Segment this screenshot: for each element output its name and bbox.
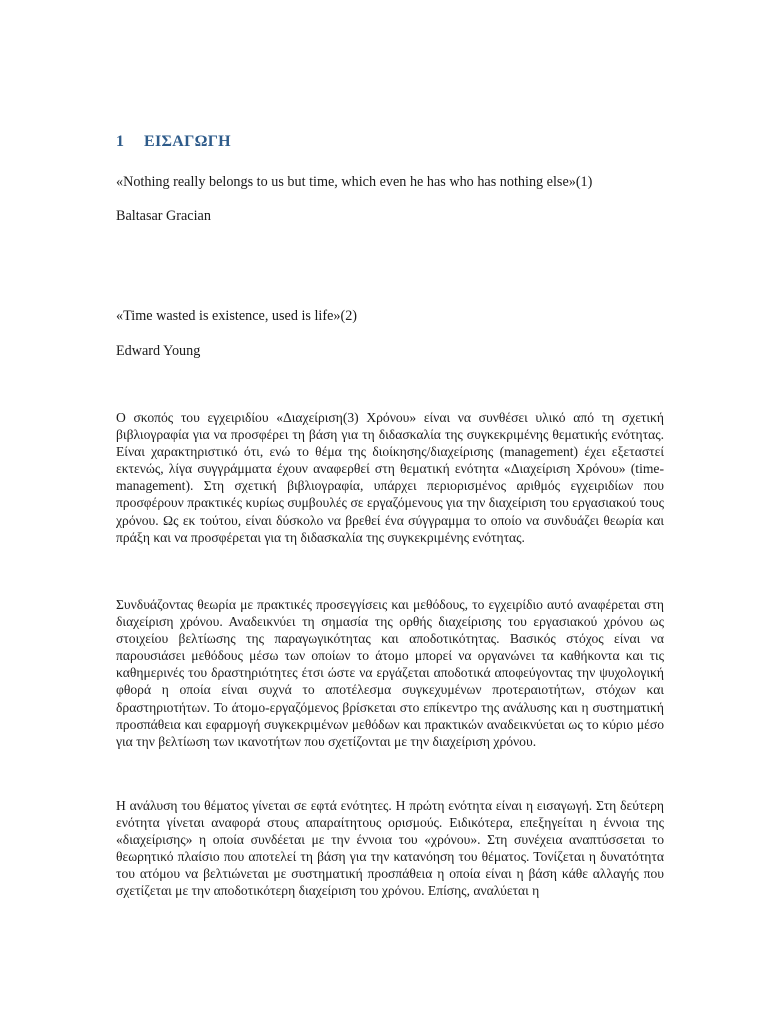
quote-text: «Nothing really belongs to us but time, which even he has who has nothing else»(1) — [116, 174, 593, 190]
quote-text: «Time wasted is existence, used is life»(2) — [116, 308, 358, 324]
section-heading — [116, 133, 231, 151]
body-paragraph: Συνδυάζοντας θεωρία με πρακτικές προσεγγίσεις και μεθόδους, το εγχειρίδιο αυτό αναφέρεται στη διαχείριση χρόνου. Αναδεικνύει τη σημασία της ορθής διαχείρισης του εργασιακού χρόνου ως στοιχείου βελτίωσης της παραγωγικότητας και αποδοτικότητας. Βασικός στόχος είναι να παρουσιάσει μεθόδους μέσω των οποίων το άτομο μπορεί να οργανώνει τα καθήκοντα και τις καθημερινές του δραστηριότητες έτσι ώστε να εργάζεται αποδοτικά αποφεύγοντας την ψυχολογική φθορά η οποία είναι συχνά το αποτέλεσμα συγκεχυμένων προτεραιοτήτων, στόχων και δραστηριοτήτων. Το άτομο-εργαζόμενος βρίσκεται στο επίκεντρο της ανάλυσης και η συστηματική προσπάθεια και εφαρμογή συγκεκριμένων μεθόδων και πρακτικών αναδεικνύεται ως το κύριο μέσο για την βελτίωση των ικανοτήτων που σχετίζονται με την διαχείριση χρόνου. — [116, 597, 664, 749]
quote-author: Baltasar Gracian — [116, 208, 211, 224]
section-number: 1 — [116, 133, 125, 150]
section-title: ΕΙΣΑΓΩΓΗ — [144, 133, 231, 150]
quote-author: Edward Young — [116, 343, 201, 359]
body-paragraph: Ο σκοπός του εγχειριδίου «Διαχείριση(3) Χρόνου» είναι να συνθέσει υλικό από τη σχετική βιβλιογραφία για να προσφέρει τη βάση για τη διδασκαλία της συγκεκριμένης θεματικής ενότητας. Είναι χαρακτηριστικό ότι, ενώ το θέμα της διοίκησης/διαχείρισης (management) έχει εξεταστεί εκτενώς, λίγα συγγράμματα έχουν αναφερθεί στη θεματική ενότητα «Διαχείριση Χρόνου» (time-management). Στη σχετική βιβλιογραφία, υπάρχει περιορισμένος αριθμός εγχειριδίων που προσφέρουν πρακτικές κυρίως συμβουλές σε εργαζόμενους για την διαχείριση του εργασιακού τους χρόνου. Ως εκ τούτου, είναι δύσκολο να βρεθεί ένα σύγγραμμα το οποίο να συνδυάζει θεωρία και πράξη και να προσφέρεται για τη διδασκαλία της συγκεκριμένης ενότητας. — [116, 410, 664, 545]
body-paragraph: Η ανάλυση του θέματος γίνεται σε εφτά ενότητες. Η πρώτη ενότητα είναι η εισαγωγή. Στη δεύτερη ενότητα γίνεται αναφορά στους απαραίτητους ορισμούς. Ειδικότερα, επεξηγείται η έννοια της «διαχείρισης» η οποία συνδέεται με την έννοια του «χρόνου». Στη συνέχεια αναπτύσσεται το θεωρητικό πλαίσιο που αποτελεί τη βάση για την κατανόηση του θέματος. Τονίζεται η δυνατότητα του ατόμου να βελτιώνεται με συστηματική προσπάθεια η οποία είναι η βάση κάθε αλλαγής που σχετίζεται με την αποδοτικότερη διαχείριση του χρόνου. Επίσης, αναλύεται η — [116, 798, 664, 899]
